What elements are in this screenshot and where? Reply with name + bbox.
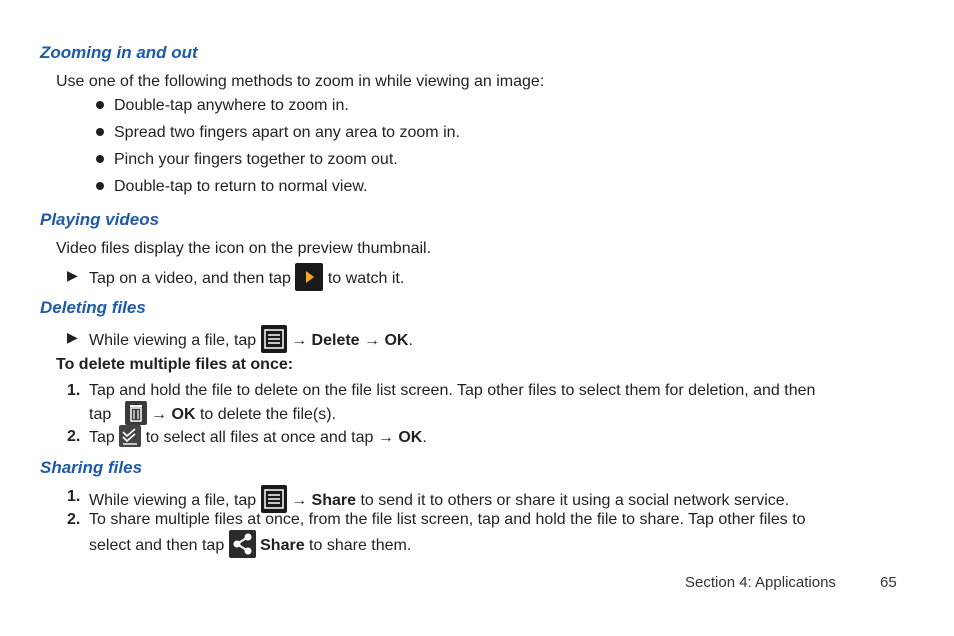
share-step-2-line2: select and then tap Share to share them. [89,532,411,560]
heading-deleting-files: Deleting files [40,298,146,317]
share-step-2-number: 2. [67,511,81,528]
share-step-2-line1: To share multiple files at once, from the file list screen, tap and hold the file to share. Tap other files to [89,511,806,528]
heading-playing-videos: Playing videos [40,210,160,229]
select-all-icon [119,425,141,447]
share-icon [229,530,256,558]
delete-step-2-number: 2. [67,428,81,445]
share-step-1-number: 1. [67,488,81,505]
zoom-bullet-2: Spread two fingers apart on any area to zoom in. [96,123,460,143]
share-step-1: While viewing a file, tap → Share to send it to others or share it using a social network service. [89,487,789,515]
videos-intro: Video files display the icon on the preview thumbnail. [56,240,432,257]
triangle-bullet-icon: ▶ [67,267,78,283]
bullet-dot [96,128,104,136]
videos-step: Tap on a video, and then tap to watch it. [89,265,404,293]
zoom-intro: Use one of the following methods to zoom in while viewing an image: [56,73,545,90]
delete-step: While viewing a file, tap → Delete → OK. [89,327,413,355]
delete-step-1-line2: tap → OK to delete the file(s). [89,403,336,427]
delete-step-1-line1: Tap and hold the file to delete on the file list screen. Tap other files to select them for deletion, and then [89,382,816,399]
triangle-bullet-icon: ▶ [67,329,78,345]
trash-icon [125,401,147,425]
delete-step-2: Tap to select all files at once and tap → OK. [89,427,427,449]
heading-sharing-files: Sharing files [40,458,143,477]
page-number: 65 [880,574,897,591]
zoom-bullet-3: Pinch your fingers together to zoom out. [96,150,398,170]
bullet-dot [96,101,104,109]
delete-step-1-number: 1. [67,382,81,399]
delete-multiple-heading: To delete multiple files at once: [56,356,294,373]
zoom-bullet-4: Double-tap to return to normal view. [96,177,367,197]
zoom-bullet-1: Double-tap anywhere to zoom in. [96,96,349,116]
play-icon [295,263,323,291]
bullet-dot [96,182,104,190]
footer-section: Section 4: Applications [685,574,836,591]
bullet-dot [96,155,104,163]
menu-icon [261,325,287,353]
menu-icon [261,485,287,513]
heading-zooming: Zooming in and out [40,43,198,62]
